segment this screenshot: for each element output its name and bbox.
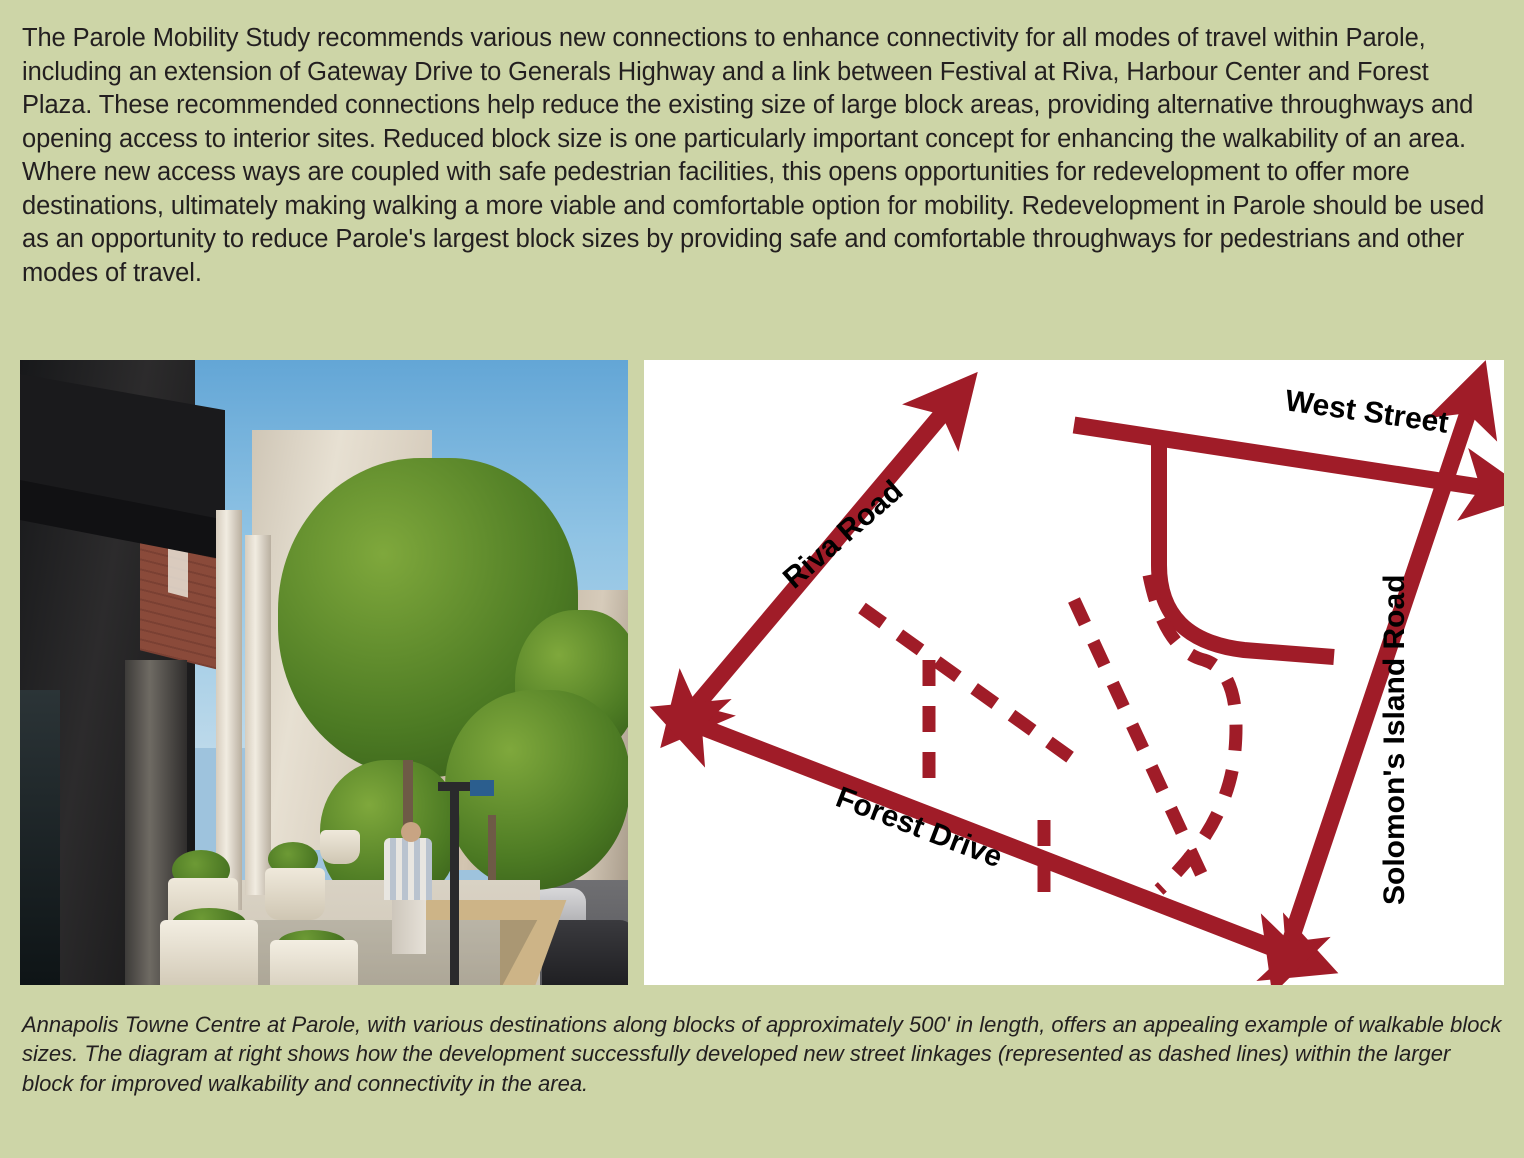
diagram-label-forest-drive: Forest Drive: [831, 780, 1007, 875]
photo-pedestrian-torso: [384, 838, 432, 900]
diagram-label-west-street: West Street: [1283, 384, 1451, 440]
photo-column: [216, 510, 242, 910]
photo-storefront-glass: [20, 690, 60, 985]
diagram-label-riva-road: Riva Road: [776, 474, 910, 596]
photo-pedestrian-legs: [392, 896, 426, 954]
photo-planter: [160, 920, 258, 985]
figure-caption: Annapolis Towne Centre at Parole, with various destinations along blocks of approximately 500' in length, offers an appealing example of walkable block sizes. The diagram at right shows how the development successfully developed new street linkages (represented as dashed lines) within the larger block for improved walkability and connectivity in the area.: [22, 1012, 1502, 1096]
diagram-label-solomons-island-road: Solomon's Island Road: [1378, 574, 1411, 905]
photo-planter: [320, 830, 360, 864]
photo-planter: [265, 868, 325, 920]
photo-pedestrian-head: [401, 822, 421, 842]
photo-planter: [270, 940, 358, 985]
streetscape-photo: [20, 360, 628, 985]
diagram-new-link-2: [1074, 600, 1204, 880]
diagram-new-link-5: [1149, 575, 1236, 890]
photo-lamp-post: [450, 785, 459, 985]
diagram-road-connector: [1159, 438, 1334, 657]
photo-street-sign: [470, 780, 494, 796]
diagram-new-link-1: [862, 608, 1074, 760]
photo-column: [245, 535, 271, 895]
street-network-diagram: [644, 360, 1504, 985]
figures-row: [20, 360, 1504, 1004]
body-paragraph: The Parole Mobility Study recommends various new connections to enhance connectivity for all modes of travel within Parole, including an extension of Gateway Drive to Generals Highway and a link between Festival at Riva, Harbour Center and Forest Plaza. These recommended connections help reduce the existing size of large block areas, providing alternative throughways and opening access to interior sites. Reduced block size is one particularly important concept for enhancing the walkability of an area. Where new access ways are coupled with safe pedestrian facilities, this opens opportunities for redevelopment to offer more destinations, ultimately making walking a more viable and comfortable option for mobility. Redevelopment in Parole should be used as an opportunity to reduce Parole's largest block sizes by providing safe and comfortable throughways for pedestrians and other modes of travel.: [22, 24, 1485, 287]
